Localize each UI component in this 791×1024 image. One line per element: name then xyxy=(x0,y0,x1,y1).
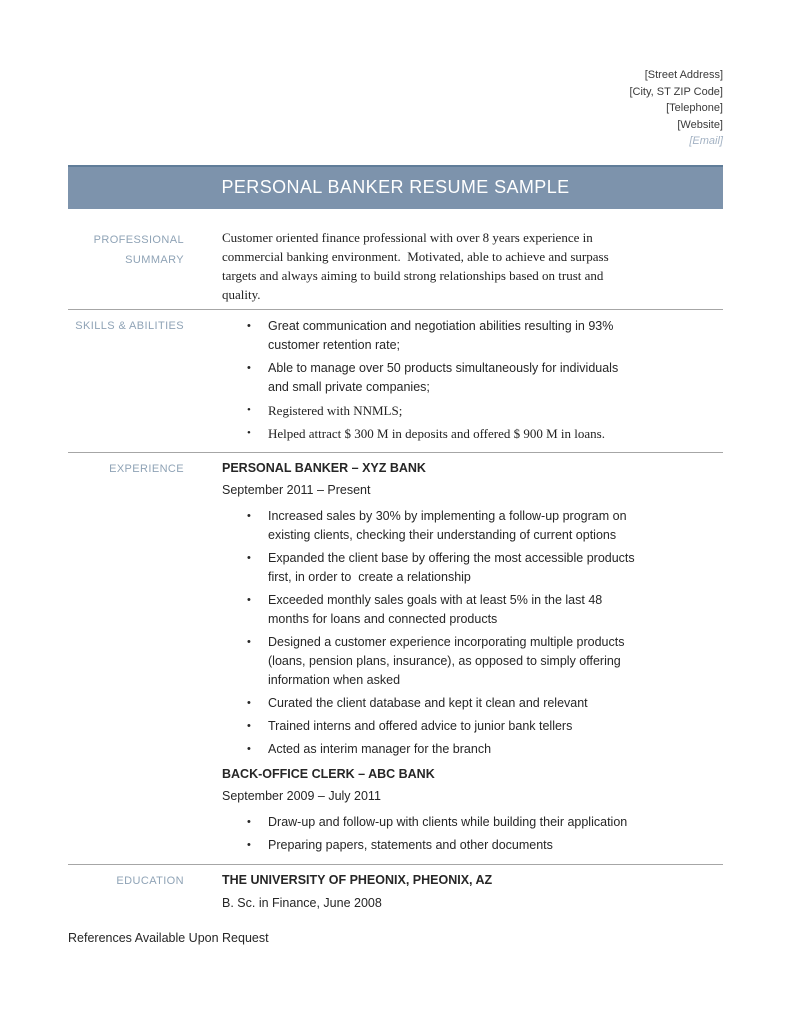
bullet-text: Increased sales by 30% by implementing a follow-up program on existing clients, checking their understanding of current options xyxy=(268,508,631,542)
bullet-text: Exceeded monthly sales goals with at least 5% in the last 48 months for loans and connected products xyxy=(268,592,606,626)
page-title: PERSONAL BANKER RESUME SAMPLE xyxy=(221,177,570,197)
contact-line: [Website] xyxy=(677,118,723,131)
bullet-text: Curated the client database and kept it clean and relevant xyxy=(268,695,588,710)
skills-section-label: SKILLS & ABILITIES xyxy=(75,319,184,332)
skills-bullet-item xyxy=(222,424,642,443)
bullet-text: Able to manage over 50 products simultaneously for individuals and small private companies; xyxy=(268,360,622,394)
job-title: BACK-OFFICE CLERK – ABC BANK xyxy=(222,766,435,781)
bullet-dot-icon: • xyxy=(247,635,251,648)
bullet-dot-icon: • xyxy=(247,838,251,851)
job-bullet-list xyxy=(222,507,642,759)
summary-section xyxy=(68,228,723,304)
bullet-text: Trained interns and offered advice to junior bank tellers xyxy=(268,718,573,733)
section-divider xyxy=(68,309,723,310)
job-entry xyxy=(222,765,642,855)
skills-bullet-item xyxy=(222,317,642,355)
bullet-dot-icon: • xyxy=(247,426,251,439)
contact-line: [City, ST ZIP Code] xyxy=(629,85,723,98)
job-bullet-item xyxy=(222,694,642,713)
job-bullet-item xyxy=(222,813,642,832)
title-banner xyxy=(68,165,723,209)
bullet-dot-icon: • xyxy=(247,403,251,416)
bullet-text: Expanded the client base by offering the most accessible products first, in order to create a relationship xyxy=(268,550,639,584)
bullet-dot-icon: • xyxy=(247,361,251,374)
job-bullet-item xyxy=(222,549,642,587)
contact-line: [Telephone] xyxy=(666,102,723,114)
bullet-text: Designed a customer experience incorporating multiple products (loans, pension plans, insurance), as opposed to simply offering information when asked xyxy=(268,634,628,687)
bullet-dot-icon: • xyxy=(247,593,251,606)
bullet-text: Registered with NNMLS; xyxy=(268,402,403,418)
bullet-dot-icon: • xyxy=(247,815,251,828)
job-title: PERSONAL BANKER – XYZ BANK xyxy=(222,460,426,475)
skills-content xyxy=(222,314,642,447)
job-bullet-item xyxy=(222,633,642,690)
education-section xyxy=(68,869,723,913)
section-divider xyxy=(68,452,723,453)
experience-section-label: EXPERIENCE xyxy=(109,462,184,475)
experience-content xyxy=(222,457,642,859)
job-bullet-list xyxy=(222,813,642,855)
bullet-dot-icon: • xyxy=(247,509,251,522)
skills-bullet-item xyxy=(222,359,642,397)
summary-section-label: PROFESSIONAL SUMMARY xyxy=(93,233,184,266)
bullet-text: Preparing papers, statements and other documents xyxy=(268,837,553,852)
job-bullet-item xyxy=(222,507,642,545)
bullet-dot-icon: • xyxy=(247,742,251,755)
bullet-text: Draw-up and follow-up with clients while building their application xyxy=(268,814,628,829)
job-entry xyxy=(222,459,642,759)
references-note: References Available Upon Request xyxy=(68,931,269,945)
job-bullet-item xyxy=(222,836,642,855)
experience-section xyxy=(68,457,723,859)
skills-bullet-item xyxy=(222,401,642,420)
bullet-text: Acted as interim manager for the branch xyxy=(268,741,492,756)
bullet-text: Great communication and negotiation abilities resulting in 93% customer retention rate; xyxy=(268,318,617,352)
bullet-text: Helped attract $ 300 M in deposits and offered $ 900 M in loans. xyxy=(268,425,605,441)
skills-section xyxy=(68,314,723,447)
skills-bullet-list xyxy=(222,317,642,443)
job-bullet-item xyxy=(222,740,642,759)
section-divider xyxy=(68,864,723,865)
education-content xyxy=(222,869,642,913)
summary-text: Customer oriented finance professional with over 8 years experience in commercial banking environment. Motivated, able to achieve and surpass targets and always aiming to build strong relationships based on trust and quality. xyxy=(222,229,612,302)
job-dates: September 2009 – July 2011 xyxy=(222,788,381,803)
summary-content xyxy=(222,228,642,304)
degree-text: B. Sc. in Finance, June 2008 xyxy=(222,895,382,910)
bullet-dot-icon: • xyxy=(247,696,251,709)
job-bullet-item xyxy=(222,591,642,629)
job-dates: September 2011 – Present xyxy=(222,482,371,497)
contact-block xyxy=(68,0,723,150)
bullet-dot-icon: • xyxy=(247,319,251,332)
contact-line: [Street Address] xyxy=(644,69,723,81)
bullet-dot-icon: • xyxy=(247,551,251,564)
contact-line: [Email] xyxy=(689,135,723,147)
job-bullet-item xyxy=(222,717,642,736)
bullet-dot-icon: • xyxy=(247,719,251,732)
education-section-label: EDUCATION xyxy=(116,874,184,887)
school-name: THE UNIVERSITY OF PHEONIX, PHEONIX, AZ xyxy=(222,872,493,887)
